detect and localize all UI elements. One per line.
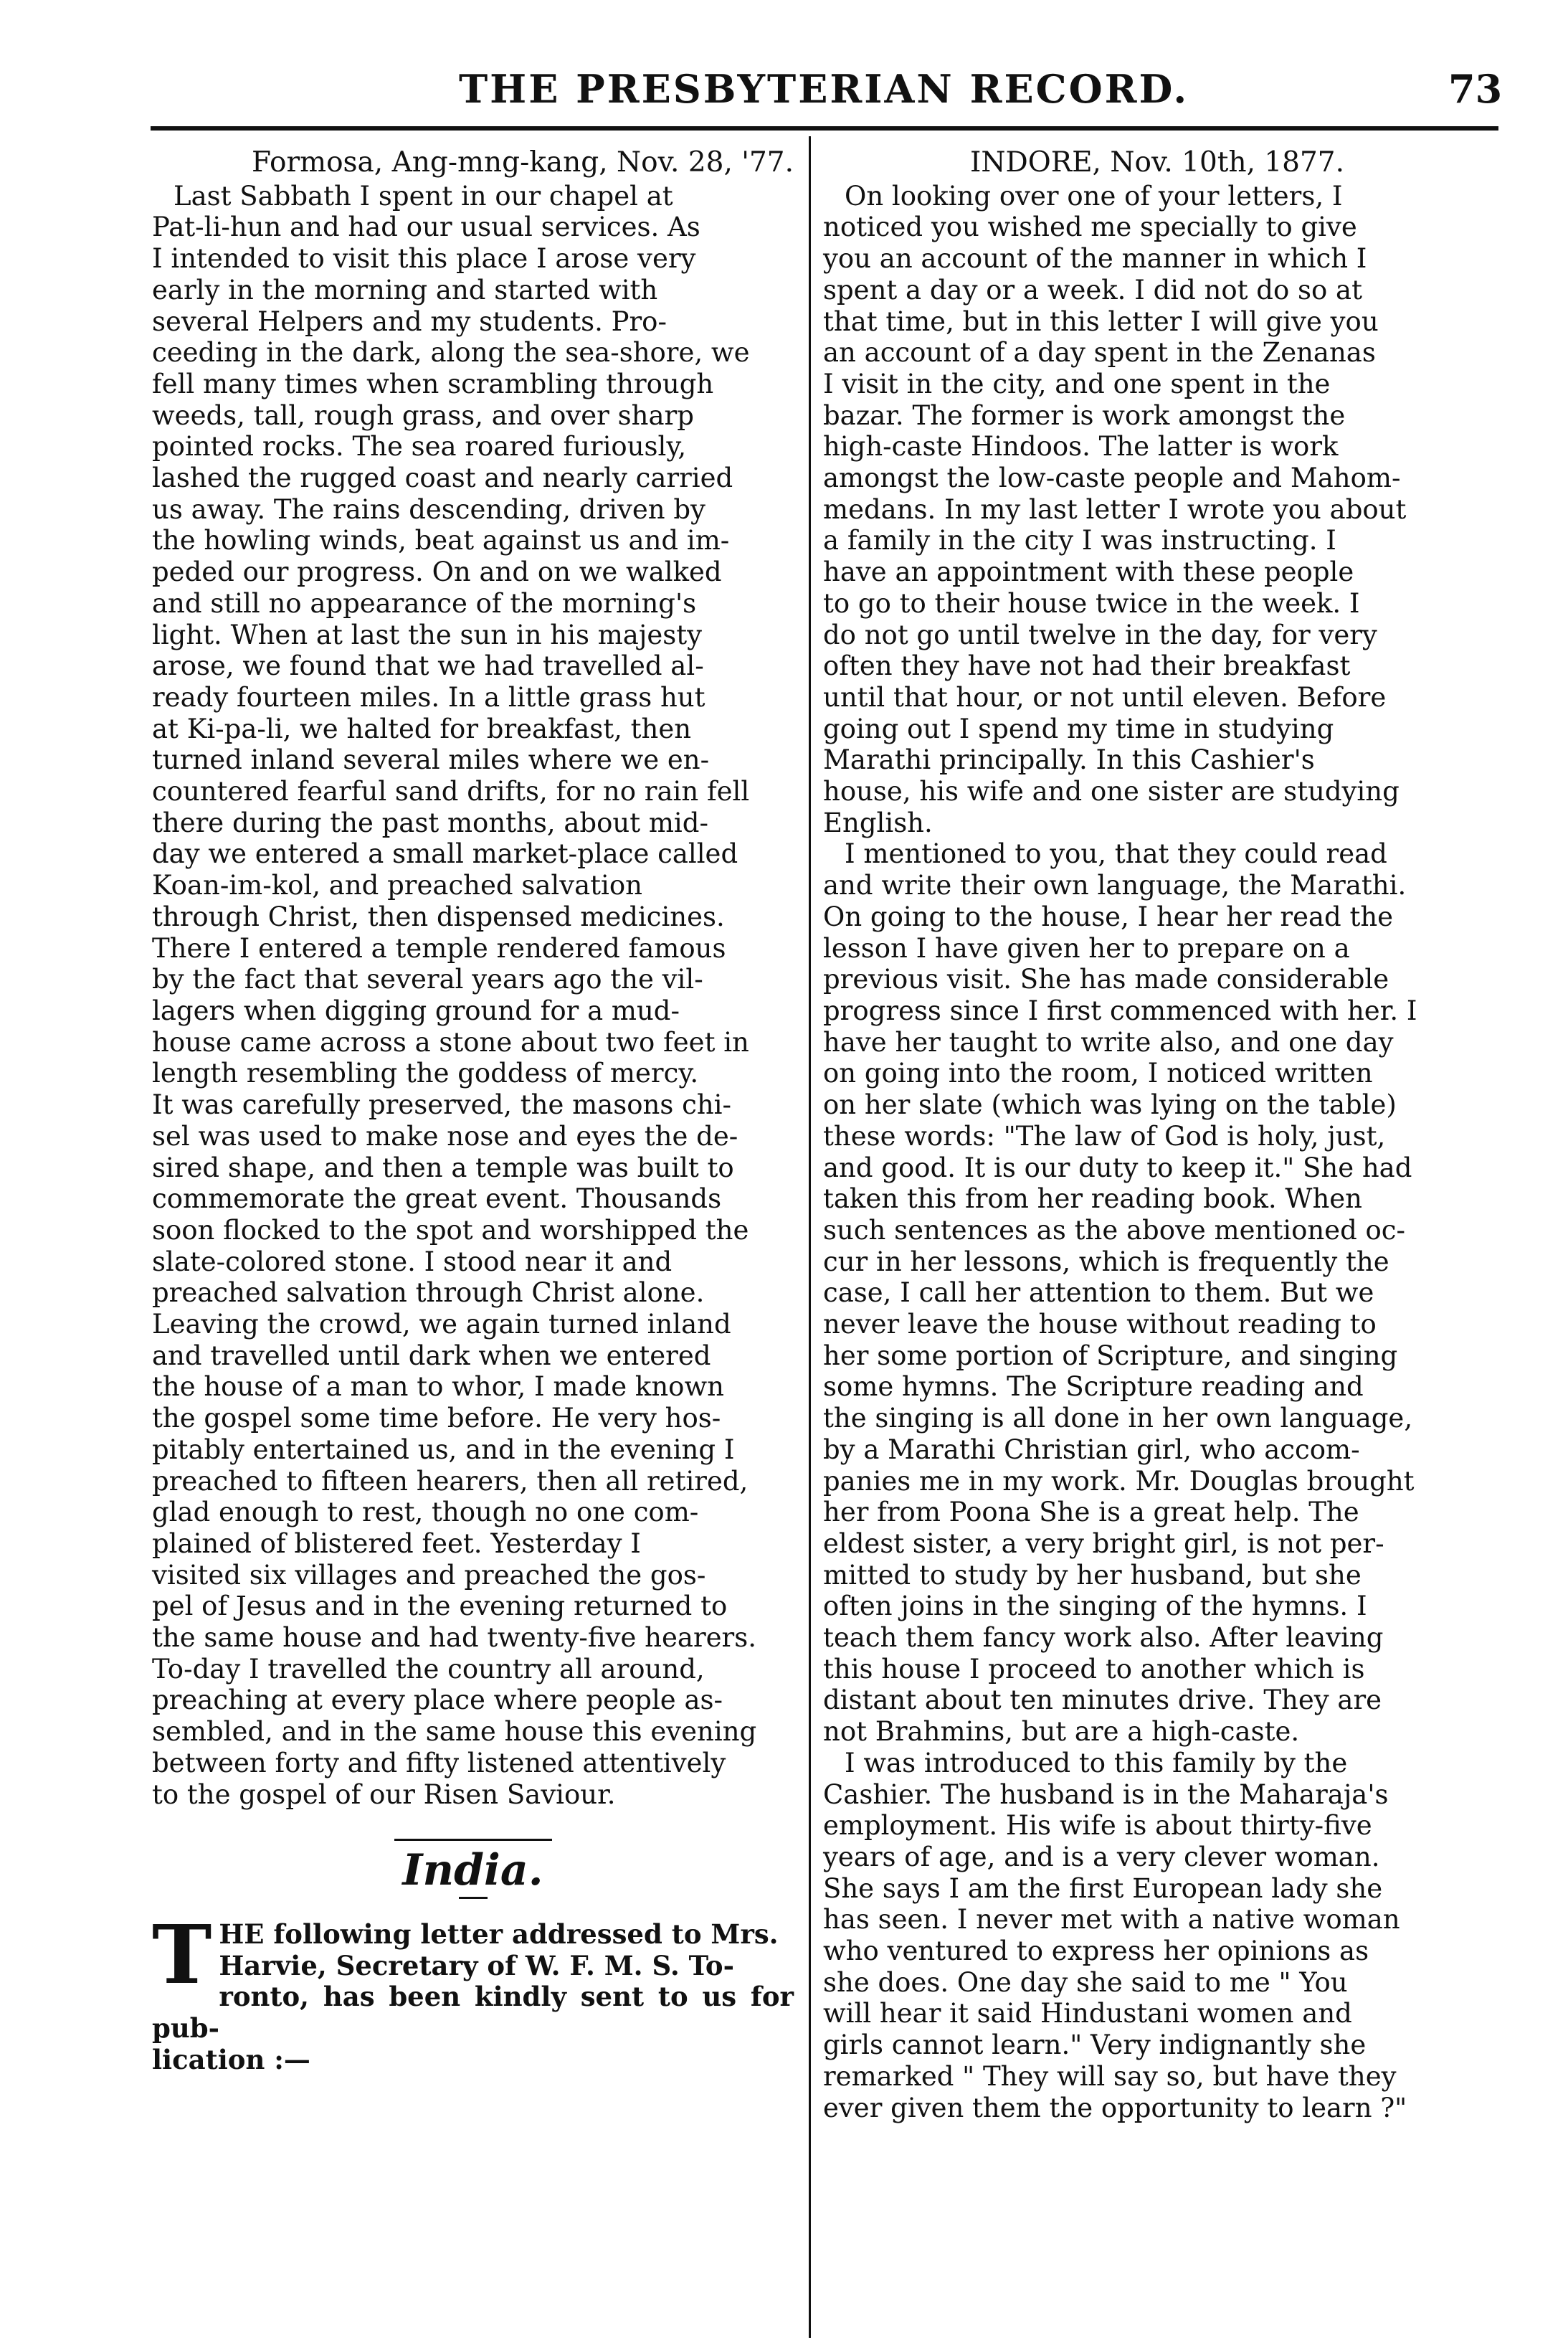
indore-paragraph-3: I was introduced to this family by the Cashier. The husband is in the Maharaja's employment. His wife is about thirty-five years of age, and is a very clever woman. She says I am the first European lady she has seen. I never met with a native woman who ventured to express her opinions as she does. One day she said to me " You will hear it said Hindustani women and girls cannot learn." Very indignantly she remarked " They will say so, but have they ever given them the opportunity to learn ?"	[823, 1747, 1407, 2123]
section-title-dash	[459, 1897, 488, 1899]
indore-paragraph-1: On looking over one of your letters, I noticed you wished me specially to give you an account of the manner in which I spent a day or a week. I did not do so at that time, but in this letter I will give you an account of a day spent in the Zenanas I visit in the city, and one spent in the bazar. The former is work amongst the high-caste Hindoos. The latter is work amongst the low-caste people and Mahom- medans. In my last letter I wrote you about a family in the city I was instructing. I have an appointment with these people to go to their house twice in the week. I do not go until twelve in the day, for very often they have not had their breakfast until that hour, or not until eleven. Before going out I spend my time in studying Marathi principally. In this Cashier's house, his wife and one sister are studying English.	[823, 180, 1407, 838]
right-column	[823, 147, 1491, 2123]
page-number: 73	[1448, 66, 1503, 112]
formosa-dateline: Formosa, Ang-mng-kang, Nov. 28, '77.	[252, 146, 794, 179]
column-divider	[809, 136, 811, 2338]
indore-dateline: INDORE, Nov. 10th, 1877.	[969, 146, 1345, 179]
india-intro-text: HE following letter addressed to Mrs. Harvie, Secretary of W. F. M. S. To- ronto, has been kindly sent to us for pub- lication :—	[152, 1918, 794, 2075]
indore-paragraph-2: I mentioned to you, that they could read and write their own language, the Marathi. On going to the house, I hear her read the lesson I have given her to prepare on a previous visit. She has made considerable progress since I first commenced with her. I have her taught to write also, and one day on going into the room, I noticed written on her slate (which was lying on the table) these words: "The law of God is holy, just, and good. It is our duty to keep it." She had taken this from her reading book. When such sentences as the above mentioned oc- cur in her lessons, which is frequently the case, I call her attention to them. But we never leave the house without reading to her some portion of Scripture, and singing some hymns. The Scripture reading and the singing is all done in her own language, by a Marathi Christian girl, who accom- panies me in my work. Mr. Douglas brought her from Poona She is a great help. The eldest sister, a very bright girl, is not per- mitted to study by her husband, but she often joins in the singing of the hymns. I teach them fancy work also. After leaving this house I proceed to another which is distant about ten minutes drive. They are not Brahmins, but are a high-caste.	[823, 838, 1417, 1748]
section-title-india: India.	[402, 1845, 543, 1896]
drop-cap: T	[152, 1908, 212, 2002]
running-title: THE PRESBYTERIAN RECORD.	[459, 66, 1189, 112]
header-rule	[151, 126, 1498, 131]
india-intro	[152, 1908, 794, 2076]
left-column	[152, 147, 794, 2075]
section-separator-rule	[394, 1839, 552, 1841]
formosa-letter-text: Last Sabbath I spent in our chapel at Pat-li-hun and had our usual services. As I intended to visit this place I arose very early in the morning and started with several Helpers and my students. Pro- ceeding in the dark, along the sea-shore, we fell many times when scrambling through weeds, tall, rough grass, and over sharp pointed rocks. The sea roared furiously, lashed the rugged coast and nearly carried us away. The rains descending, driven by the howling winds, beat against us and im- peded our progress. On and on we walked and still no appearance of the morning's light. When at last the sun in his majesty arose, we found that we had travelled al- ready fourteen miles. In a little grass hut at Ki-pa-li, we halted for breakfast, then turned inland several miles where we en- countered fearful sand drifts, for no rain fell there during the past months, about mid- day we entered a small market-place called Koan-im-kol, and preached salvation through Christ, then dispensed medicines. There I entered a temple rendered famous by the fact that several years ago the vil- lagers when digging ground for a mud- house came across a stone about two feet in length resembling the goddess of mercy. It was carefully preserved, the masons chi- sel was used to make nose and eyes the de- sired shape, and then a temple was built to commemorate the great event. Thousands soon flocked to the spot and worshipped the slate-colored stone. I stood near it and preached salvation through Christ alone. Leaving the crowd, we again turned inland and travelled until dark when we entered the house of a man to whor, I made known the gospel some time before. He very hos- pitably entertained us, and in the evening I preached to fifteen hearers, then all retired, glad enough to rest, though no one com- plained of blistered feet. Yesterday I visited six villages and preached the gos- pel of Jesus and in the evening returned to the same house and had twenty-five hearers. To-day I travelled the country all around, preaching at every place where people as- sembled, and in the same house this evening between forty and fifty listened attentively to the gospel of our Risen Saviour.	[152, 180, 757, 1810]
